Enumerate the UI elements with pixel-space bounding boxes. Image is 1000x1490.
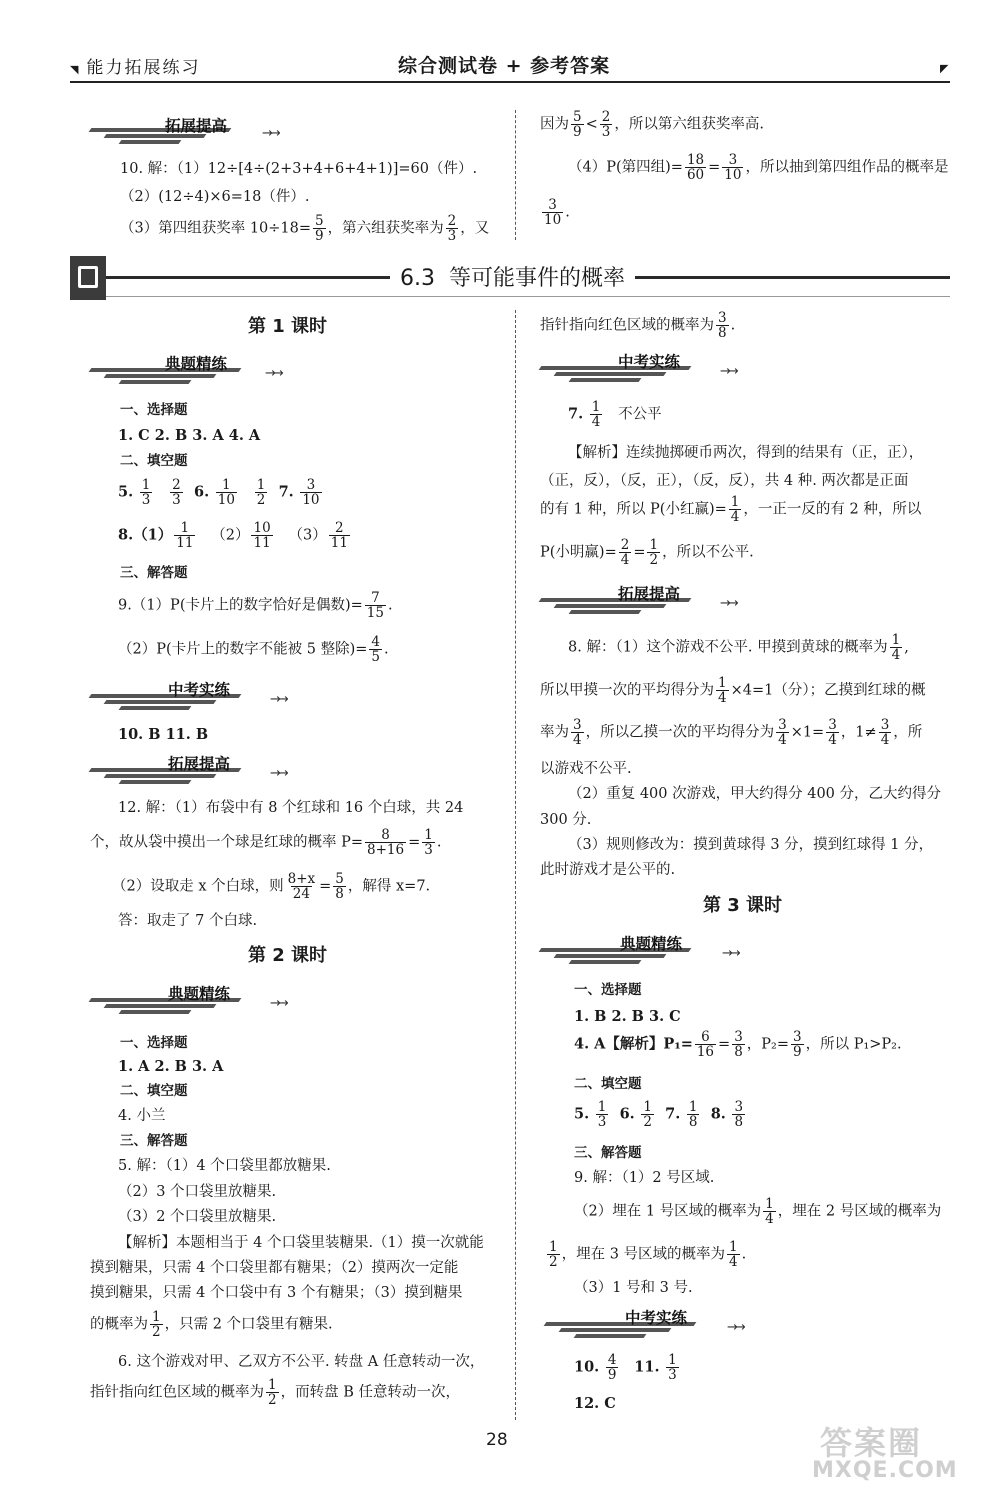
column-divider [515,110,516,240]
l2-q6-line1: 6. 这个游戏对甲、乙双方不公平. 转盘 A 任意转动一次， [118,1354,485,1370]
label-choice: 一、选择题 [574,982,642,998]
l3-q9-line2: （2）埋在 1 号区域的概率为 $\frac{1}{4}$ ，埋在 2 号区域的概率为 [574,1196,942,1228]
column-divider [515,310,516,1420]
page-number: 28 [486,1430,508,1450]
l1-q12-line3: （2）设取走 x 个白球，则 $\frac{8+x}{24}$ = $\frac{5}{8}$ ，解得 x=7. [112,871,431,903]
l2-q5-line3: （3）2 个口袋里放糖果. [118,1209,277,1225]
top-r-line1: 因为 $\frac{5}{9}$ < $\frac{2}{3}$ ，所以第六组获奖率高. [540,109,764,141]
header-rule [70,81,950,83]
l3-q9-line4: （3）1 号和 3 号. [574,1280,693,1296]
double-arrow-icon: →→ [262,126,278,141]
l3-choice-answers: 1. B 2. B 3. C [574,1008,681,1025]
double-arrow-icon: →→ [270,996,286,1011]
l2-q6-line2: 指针指向红色区域的概率为 $\frac{1}{2}$ ，而转盘 B 任意转动一次， [90,1377,460,1409]
label-solve: 三、解答题 [574,1145,642,1161]
l2-choice-answers: 1. A 2. B 3. A [118,1058,224,1075]
banner-dianti: 典题精练 →→ [90,352,310,384]
r-cont-line: 指针指向红色区域的概率为 $\frac{3}{8}$ . [540,310,736,342]
top-q10-line2: （2）(12÷4)×6=18（件）. [120,189,310,205]
section-number: 6.3 [400,266,435,291]
top-q10-line3: （3）第四组获奖率 10÷18= $\frac{5}{9}$ ，第六组获奖率为 $\frac{2}{3}$ ，又 [120,213,490,245]
r-q8-line1: 8. 解：（1）这个游戏不公平. 甲摸到黄球的概率为 $\frac{1}{4}$ , [568,632,909,664]
l1-zhongkao-answers: 10. B 11. B [118,726,209,743]
l2-fill-answer: 4. 小兰 [118,1108,166,1124]
top-r-line2: （4）P(第四组)= $\frac{18}{60}$ = $\frac{3}{10}$ ，所以抽到第四组作品的概率是 [568,152,949,184]
banner-dianti: 典题精练 →→ [90,982,310,1014]
section-title-bar [70,256,950,300]
banner-zhongkao: 中考实练 →→ [90,678,310,710]
label-fill: 二、填空题 [574,1076,642,1092]
l1-q9-line2: （2）P(卡片上的数字不能被 5 整除)= $\frac{4}{5}$ . [118,634,389,666]
double-arrow-icon: →→ [265,366,281,381]
l3-fill-row: 5. $\frac{1}{3}$ 6. $\frac{1}{2}$ 7. $\frac{1}{8}$ 8. $\frac{3}{8}$ [574,1099,744,1131]
l2-jx-line4: 的概率为 $\frac{1}{2}$ ，只需 2 个口袋里有糖果. [90,1309,333,1341]
double-arrow-icon: →→ [720,364,736,379]
banner-tuozhan: 拓展提高 →→ [90,752,310,784]
label-choice: 一、选择题 [120,1035,188,1051]
r-q8-line5: （2）重复 400 次游戏，甲大约得分 400 分，乙大约得分 [568,786,942,802]
l2-q5-line2: （2）3 个口袋里放糖果. [118,1184,277,1200]
l1-q9-line1: 9.（1）P(卡片上的数字恰好是偶数)= $\frac{7}{15}$ . [118,590,393,622]
section-title: 等可能事件的概率 [449,266,626,291]
r-q7: 7. $\frac{1}{4}$ 不公平 [568,399,662,431]
l1-q12-answer: 答：取走了 7 个白球. [118,913,258,929]
header-left: ◥ 能力拓展练习 [70,58,201,78]
l1-q12-line1: 12. 解：（1）布袋中有 8 个红球和 16 个白球，共 24 [118,800,464,816]
top-q10-line1: 10. 解：（1）12÷[4÷(2+3+4+6+4+1)]=60（件）. [120,161,478,177]
triangle-icon: ◤ [940,62,949,75]
double-arrow-icon: →→ [270,692,286,707]
r-q8-line7: （3）规则修改为：摸到黄球得 3 分，摸到红球得 1 分， [568,837,934,853]
l2-q5-line1: 5. 解：（1）4 个口袋里都放糖果. [118,1158,331,1174]
l2-jx-line1: 【解析】本题相当于 4 个口袋里装糖果.（1）摸一次就能 [118,1235,484,1251]
top-r-line3: $\frac{3}{10}$ . [544,197,570,229]
l1-q12-line2: 个，故从袋中摸出一个球是红球的概率 P= $\frac{8}{8+16}$ = $\frac{1}{3}$ . [90,827,442,859]
r-jx-line3: 的有 1 种，所以 P(小红赢)= $\frac{1}{4}$ ，一正一反的有 2 种，所以 [540,494,922,526]
l2-jx-line3: 摸到糖果，只需 4 个口袋中有 3 个有糖果；（3）摸到糖果 [90,1285,463,1301]
r-q8-line3: 率为 $\frac{3}{4}$ ，所以乙摸一次的平均得分为 $\frac{3}{4}$ ×1= $\frac{3}{4}$ ，1≠ $\frac{3}{4}$ ，所 [540,717,923,749]
r-jx-line2: （正，反），（反，正），（反，反），共 4 种. 两次都是正面 [540,473,909,489]
l3-q9-line1: 9. 解：（1）2 号区域. [574,1170,715,1186]
l3-zhongkao-row: 10. $\frac{4}{9}$ 11. $\frac{1}{3}$ [574,1352,677,1384]
l1-fill-row1: 5. $\frac{1}{3}$ $\frac{2}{3}$ 6. $\frac{1}{10}$ $\frac{1}{2}$ 7. $\frac{3}{10}$ [118,477,320,509]
label-fill: 二、填空题 [120,1083,188,1099]
section-icon [70,256,106,300]
banner-tuozhan: 拓展提高 →→ [540,582,760,614]
header-center: 综合测试卷 + 参考答案 [398,55,611,77]
double-arrow-icon: →→ [270,766,286,781]
l2-jx-line2: 摸到糖果，只需 4 个口袋里都有糖果；（2）摸两次一定能 [90,1260,459,1276]
triangle-icon: ◥ [70,63,81,76]
r-jx-line4: P(小明赢)= $\frac{2}{4}$ = $\frac{1}{2}$ ，所以不公平. [540,537,754,569]
lesson-1-title: 第 1 课时 [248,316,328,337]
r-q8-line6: 300 分. [540,812,592,828]
double-arrow-icon: →→ [727,1320,743,1335]
double-arrow-icon: →→ [720,596,736,611]
label-fill: 二、填空题 [120,453,188,469]
banner-zhongkao: 中考实练 →→ [545,1306,765,1338]
l3-q4: 4. A【解析】P₁= $\frac{6}{16}$ = $\frac{3}{8}$ ，P₂= $\frac{3}{9}$ ，所以 P₁>P₂. [574,1029,902,1061]
label-choice: 一、选择题 [120,402,188,418]
lesson-3-title: 第 3 课时 [703,895,783,916]
r-q8-line4: 以游戏不公平. [540,761,632,777]
watermark-url: MXQE.COM [812,1458,958,1483]
label-solve: 三、解答题 [120,1133,188,1149]
label-solve: 三、解答题 [120,565,188,581]
r-jx-line1: 【解析】连续抛掷硬币两次，得到的结果有（正，正）， [568,445,924,461]
lesson-2-title: 第 2 课时 [248,945,328,966]
l1-choice-answers: 1. C 2. B 3. A 4. A [118,427,261,444]
double-arrow-icon: →→ [722,946,738,961]
banner-zhongkao: 中考实练 →→ [540,350,760,382]
banner-tuozhan: 拓展提高 →→ [90,118,300,150]
l3-q12: 12. C [574,1395,616,1412]
watermark-logo: 答案圈 [820,1424,923,1462]
banner-dianti: 典题精练 →→ [540,932,760,964]
r-q8-line2: 所以甲摸一次的平均得分为 $\frac{1}{4}$ ×4=1（分）；乙摸到红球的概 [540,675,926,707]
r-q8-line8: 此时游戏才是公平的. [540,862,676,878]
l3-q9-line3: $\frac{1}{2}$ ，埋在 3 号区域的概率为 $\frac{1}{4}$ . [549,1239,747,1271]
l1-fill-row2: 8.（1） $\frac{1}{11}$ （2） $\frac{10}{11}$ （3） $\frac{2}{11}$ [118,520,348,552]
